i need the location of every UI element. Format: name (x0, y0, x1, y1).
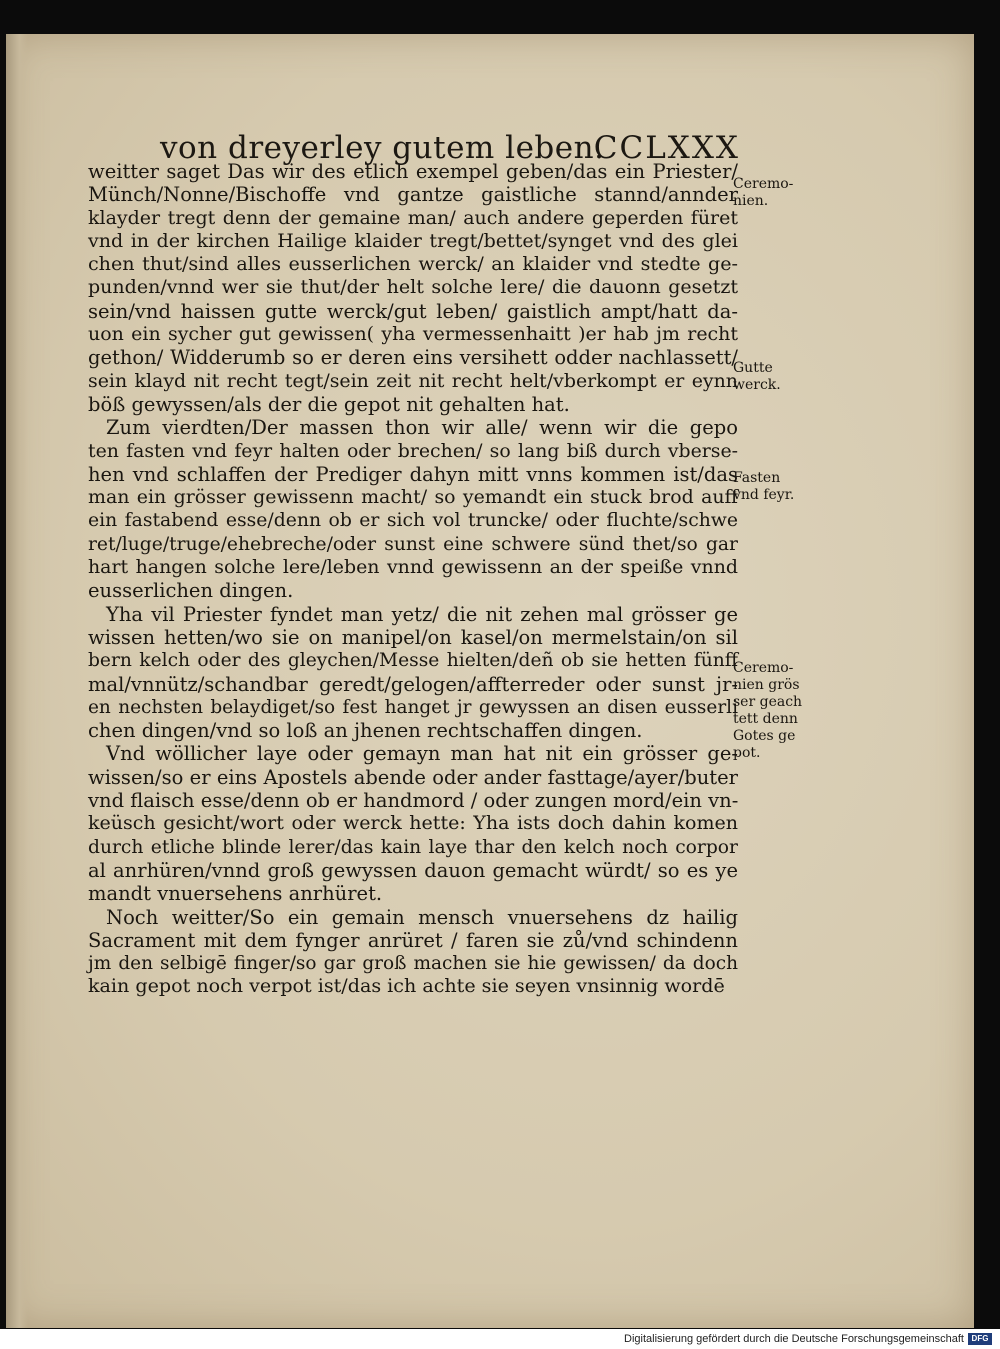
text-line: sein/vnd haissen gutte werck/gut leben/ gaistlich ampt/hatt da- (88, 299, 738, 323)
main-text-block (88, 160, 738, 999)
text-paragraph (88, 906, 738, 999)
text-line: keüsch gesicht/wort oder werck hette: Yha ists doch dahin komen (88, 812, 738, 835)
text-line: vnd flaisch esse/denn ob er handmord / oder zungen mord/ein vn- (88, 789, 739, 813)
text-line: mandt vnuersehens anrhüret. (88, 882, 383, 906)
text-paragraph (88, 603, 738, 743)
text-line: al anrhüren/vnnd groß gewyssen dauon gemacht würdt/ so es ye (88, 858, 738, 882)
text-line: ret/luge/truge/ehebreche/oder sunst eine schwere sünd thet/so gar (88, 533, 738, 555)
marginal-note (733, 470, 813, 504)
marginal-note-line: ser geach (733, 694, 803, 710)
text-line: durch etliche blinde lerer/das kain laye thar den kelch noch corpor (88, 836, 738, 858)
marginal-note-line: nien grös (733, 677, 800, 693)
marginal-note-line: nien. (733, 193, 769, 209)
text-line: chen thut/sind alles eusserlichen werck/ an klaider vnd stedte ge- (88, 253, 738, 276)
text-line: jm den selbigē finger/so gar groß machen sie hie gewissen/ da doch (88, 953, 738, 975)
text-paragraph (88, 742, 738, 905)
folio-number: CCLXXX (593, 130, 740, 166)
text-line: Vnd wöllicher laye oder gemayn man hat nit ein grösser ge- (106, 742, 738, 766)
dfg-logo-icon: DFG (968, 1333, 992, 1345)
text-line: Yha vil Priester fyndet man yetz/ die nit zehen mal grösser ge (106, 602, 738, 626)
text-line: gethon/ Widderumb so er deren eins versihett odder nachlassett/ (88, 346, 738, 370)
text-line: man ein grösser gewissenn macht/ so yemandt ein stuck brod auff (88, 486, 738, 509)
running-head-title: von dreyerley gutem leben. (160, 130, 605, 166)
text-line: weitter saget Das wir des etlich exempel geben/das ein Priester/ (88, 160, 738, 183)
text-line: Sacrament mit dem fynger anrüret / faren sie zů/vnd schindenn (88, 928, 738, 952)
page-gutter (6, 34, 28, 1328)
text-line: wissen/so er eins Apostels abende oder ander fasttage/ayer/buter (88, 765, 738, 789)
marginal-note-line: Ceremo- (733, 660, 794, 676)
marginal-note-line: Fasten (733, 470, 781, 486)
text-line: mal/vnnütz/schandbar geredt/gelogen/affterreder oder sunst jr- (88, 672, 738, 696)
text-line: chen dingen/vnd so loß an jhenen rechtschaffen dingen. (88, 719, 643, 743)
text-line: klayder tregt denn der gemaine man/ auch andere geperden füret (88, 206, 738, 229)
text-paragraph (88, 416, 738, 602)
marginal-note-line: pot. (733, 745, 761, 761)
text-line: ten fasten vnd feyr halten oder brechen/ so lang biß durch vberse- (88, 439, 738, 462)
digitization-footer (0, 1329, 1000, 1349)
text-line: Zum vierdten/Der massen thon wir alle/ wenn wir die gepo (106, 416, 738, 440)
text-line: punden/vnnd wer sie thut/der helt solche lere/ die dauonn gesetzt (88, 276, 738, 299)
text-line: kain gepot noch verpot ist/das ich achte sie seyen vnsinnig wordē (88, 975, 725, 998)
marginal-note (733, 176, 813, 210)
text-line: eusserlichen dingen. (88, 579, 294, 603)
text-line: Münch/Nonne/Bischoffe vnd gantze gaistliche stannd/annder (88, 183, 738, 207)
text-line: ein fastabend esse/denn ob er sich vol truncke/ oder fluchte/schwe (88, 510, 738, 532)
text-line: hart hangen solche lere/leben vnnd gewissenn an der speiße vnnd (88, 556, 738, 579)
text-line: sein klayd nit recht tegt/sein zeit nit recht helt/vberkompt er eynn (88, 369, 738, 392)
marginal-note-line: Gutte (733, 360, 773, 376)
marginal-note-line: tett denn (733, 711, 798, 727)
marginal-note-line: Ceremo- (733, 176, 794, 192)
text-line: böß gewyssen/als der die gepot nit gehalten hat. (88, 392, 570, 416)
text-line: en nechsten belaydiget/so fest hanget jr gewyssen an disen eusserli (88, 696, 738, 718)
marginal-note (733, 660, 813, 762)
footer-credit: Digitalisierung gefördert durch die Deutsche Forschungsgemeinschaft (624, 1333, 964, 1345)
text-paragraph (88, 160, 738, 416)
text-line: Noch weitter/So ein gemain mensch vnuersehens dz hailig (106, 905, 738, 929)
text-line: hen vnd schlaffen der Prediger dahyn mitt vnns kommen ist/das (88, 462, 738, 486)
marginal-note-line: Gotes ge (733, 728, 796, 744)
text-line: uon ein sycher gut gewissen( yha vermessenhaitt )er hab jm recht (88, 323, 738, 346)
marginal-note-line: vnd feyr. (733, 487, 795, 503)
marginal-note (733, 360, 813, 394)
marginal-note-line: werck. (733, 377, 781, 393)
text-line: bern kelch oder des gleychen/Messe hielten/deñ ob sie hetten fünff (88, 650, 738, 672)
text-line: vnd in der kirchen Hailige klaider tregt/bettet/synget vnd des glei (88, 229, 738, 252)
text-line: wissen hetten/wo sie on manipel/on kasel/on mermelstain/on sil (88, 625, 738, 649)
